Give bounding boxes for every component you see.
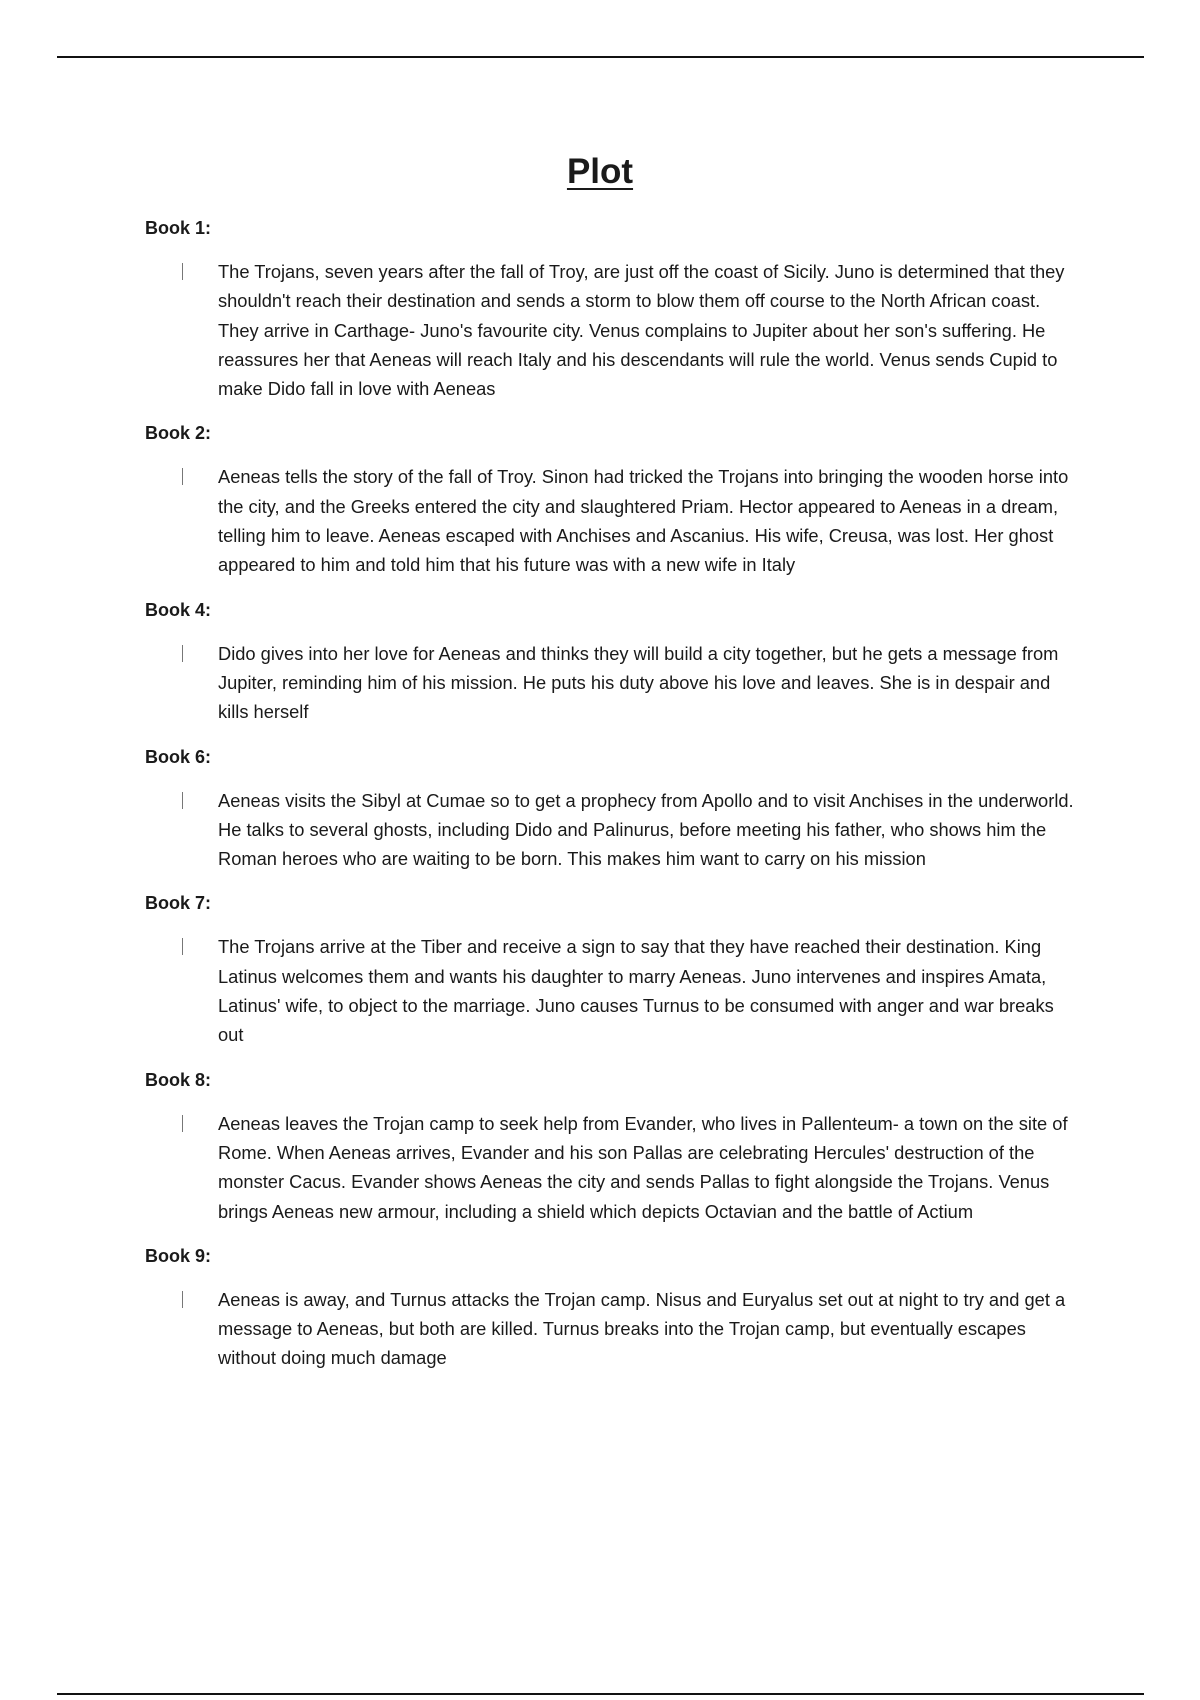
book-heading: Book 6: (145, 746, 212, 767)
book-entry (145, 462, 1075, 579)
book-summary: Aeneas is away, and Turnus attacks the Trojan camp. Nisus and Euryalus set out at night to try and get a message to Aeneas, but both are killed. Turnus breaks into the Trojan camp, but eventually escapes without doing much damage (218, 1288, 1066, 1369)
book-summary: Aeneas leaves the Trojan camp to seek help from Evander, who lives in Pallenteum- a town on the site of Rome. When Aeneas arrives, Evander and his son Pallas are celebrating Hercules' destruction of the monster Cacus. Evander shows Aeneas the city and sends Pallas to fight alongside the Trojans. Venus brings Aeneas new armour, including a shield which depicts Octavian and the battle of Actium (218, 1112, 1068, 1222)
bullet-marker-icon (182, 938, 186, 955)
book-entry (145, 257, 1075, 403)
book-summary: Aeneas tells the story of the fall of Troy. Sinon had tricked the Trojans into bringing the wooden horse into the city, and the Greeks entered the city and slaughtered Priam. Hector appeared to Aeneas in a dream, telling him to leave. Aeneas escaped with Anchises and Ascanius. His wife, Creusa, was lost. Her ghost appeared to him and told him that his future was with a new wife in Italy (218, 466, 1069, 576)
book-section (145, 1243, 1075, 1373)
book-heading: Book 8: (145, 1069, 212, 1090)
book-summary: The Trojans arrive at the Tiber and receive a sign to say that they have reached their destination. King Latinus welcomes them and wants his daughter to marry Aeneas. Juno intervenes and inspires Amata, Latinus' wife, to object to the marriage. Juno causes Turnus to be consumed with anger and war breaks out (218, 936, 1054, 1046)
book-heading: Book 2: (145, 423, 212, 444)
book-heading: Book 1: (145, 218, 212, 238)
header-rule (57, 56, 1144, 58)
book-section (145, 1067, 1075, 1226)
book-summary: Dido gives into her love for Aeneas and thinks they will build a city together, but he gets a message from Jupiter, reminding him of his mission. He puts his duty above his love and leaves. She is in despair and kills herself (218, 642, 1059, 723)
book-entry (145, 639, 1075, 727)
page-title (0, 148, 1200, 196)
book-section (145, 420, 1075, 579)
plot-content (145, 215, 1075, 1390)
bullet-marker-icon (182, 792, 186, 809)
book-section (145, 744, 1075, 874)
book-heading: Book 9: (145, 1245, 212, 1266)
book-summary: Aeneas visits the Sibyl at Cumae so to get a prophecy from Apollo and to visit Anchises in the underworld. He talks to several ghosts, including Dido and Palinurus, before meeting his father, who shows him the Roman heroes who are waiting to be born. This makes him want to carry on his mission (218, 789, 1074, 870)
book-entry (145, 1109, 1075, 1226)
page-title-text: Plot (566, 152, 634, 191)
book-section (145, 890, 1075, 1049)
book-entry (145, 1285, 1075, 1373)
book-heading: Book 4: (145, 599, 212, 620)
bullet-marker-icon (182, 1291, 186, 1308)
bullet-marker-icon (182, 468, 186, 485)
bullet-marker-icon (182, 263, 186, 280)
book-entry (145, 786, 1075, 874)
footer-rule (57, 1693, 1144, 1695)
book-summary: The Trojans, seven years after the fall of Troy, are just off the coast of Sicily. Juno is determined that they shouldn't reach their destination and sends a storm to blow them off course to the North African coast. They arrive in Carthage- Juno's favourite city. Venus complains to Jupiter about her son's suffering. He reassures her that Aeneas will reach Italy and his descendants will rule the world. Venus sends Cupid to make Dido fall in love with Aeneas (218, 261, 1065, 400)
bullet-marker-icon (182, 645, 186, 662)
bullet-marker-icon (182, 1115, 186, 1132)
book-section (145, 597, 1075, 727)
book-heading: Book 7: (145, 893, 212, 914)
book-section (145, 215, 1075, 403)
book-entry (145, 932, 1075, 1049)
